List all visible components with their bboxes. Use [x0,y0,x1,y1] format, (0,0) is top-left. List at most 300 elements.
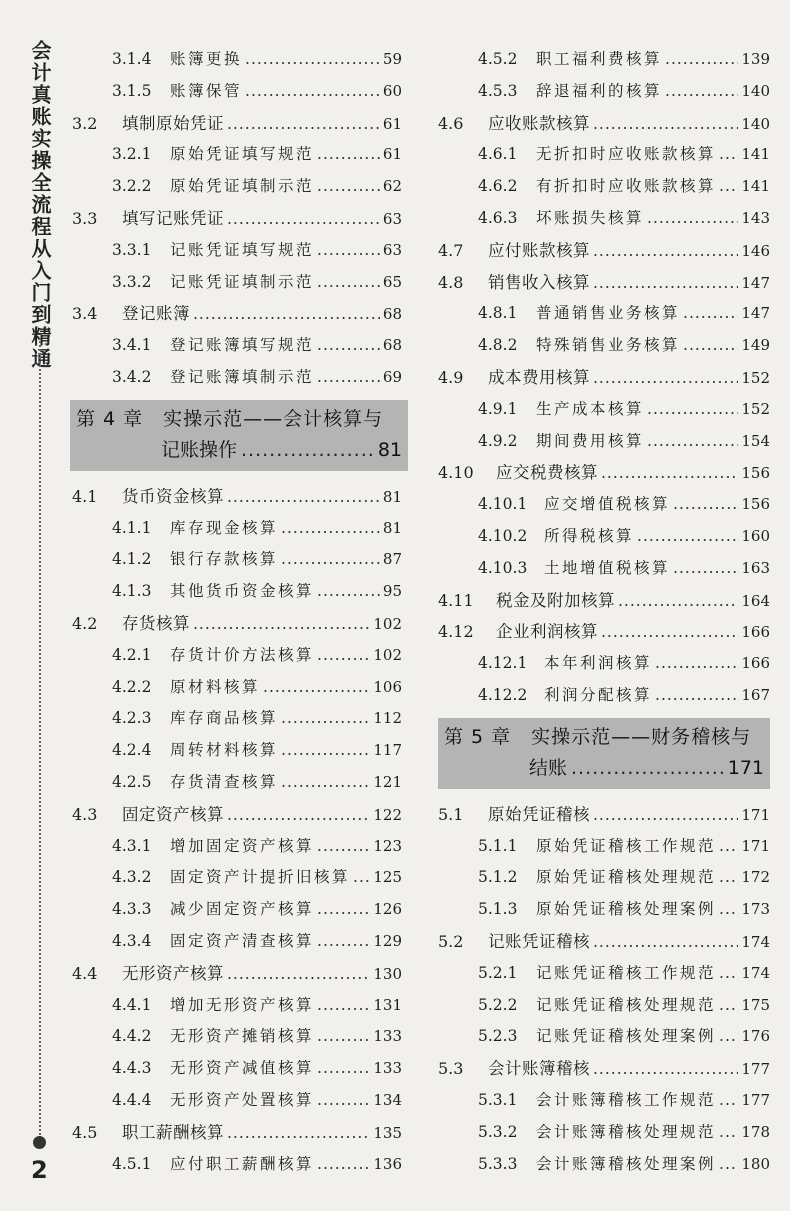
toc-entry[interactable] [72,990,402,1022]
section-number: 4.8.1 [478,304,518,323]
dot-leader [245,76,380,108]
dot-leader [593,363,738,395]
dot-leader [719,990,738,1022]
toc-right-bottom-list [438,799,770,1181]
dot-leader [665,76,738,108]
toc-entry[interactable] [438,799,770,831]
toc-entry[interactable] [72,108,402,140]
toc-entry[interactable] [72,767,402,799]
page-reference: 140 [741,114,770,133]
section-number: 4.2.1 [112,645,152,664]
section-number: 5.1 [438,804,464,824]
section-title: 土地增值税核算 [544,558,671,577]
section-number: 4.1.2 [112,550,152,569]
dot-leader [263,672,370,704]
section-number: 4.10.2 [478,526,528,545]
toc-entry[interactable] [72,831,402,863]
dot-leader [227,482,380,514]
toc-entry[interactable] [72,1117,402,1149]
page-reference: 167 [741,685,770,704]
dot-leader [317,831,370,863]
toc-entry[interactable] [72,640,402,672]
section-number: 4.3 [72,804,98,824]
page-reference: 156 [741,464,770,483]
section-number: 4.12 [438,622,474,642]
page-reference: 102 [373,645,402,664]
page-reference: 163 [741,558,770,577]
chapter-title-line2-row [529,753,764,784]
dot-leader [227,109,380,141]
toc-entry[interactable] [72,862,402,894]
section-title: 库存现金核算 [170,518,279,537]
section-number: 4.8 [438,272,464,292]
section-number: 4.2.4 [112,741,152,760]
dot-leader [227,959,370,991]
page-reference: 174 [741,963,770,982]
dot-leader [353,862,370,894]
section-title: 职工薪酬核算 [122,1122,224,1142]
sidebar-dotted-rule [39,338,41,1138]
section-number: 3.3 [72,208,98,228]
page-reference: 125 [373,868,402,887]
dot-leader [655,648,738,680]
dot-leader [281,513,380,545]
dot-leader [593,1054,738,1086]
section-number: 5.3.3 [478,1154,518,1173]
section-title: 填制原始凭证 [122,113,224,133]
section-number: 4.4.3 [112,1059,152,1078]
toc-entry[interactable] [72,703,402,735]
dot-leader [227,800,370,832]
chapter-title-line1: 第 4 章 实操示范——会计核算与 [76,407,384,430]
toc-entry[interactable] [72,544,402,576]
section-title: 生产成本核算 [536,399,645,418]
section-number: 4.10.3 [478,558,528,577]
toc-entry[interactable] [72,171,402,203]
page-reference: 175 [741,995,770,1014]
chapter-title-line1: 第 5 章 实操示范——财务稽核与 [444,725,752,748]
page-reference: 136 [373,1154,402,1173]
section-title: 会计账簿稽核处理规范 [536,1122,717,1141]
section-title: 企业利润核算 [496,622,598,642]
toc-entry[interactable] [72,1149,402,1181]
section-title: 固定资产核算 [122,804,224,824]
section-title: 无形资产核算 [122,963,224,983]
page-reference: 154 [741,431,770,450]
dot-leader [317,171,380,203]
toc-entry[interactable] [72,298,402,330]
toc-entry[interactable] [72,362,402,394]
toc-entry[interactable] [72,1053,402,1085]
chapter-page-number: 81 [377,438,402,461]
dot-leader [719,831,738,863]
chapter-title-line2-row [161,435,402,466]
toc-entry[interactable] [438,1085,770,1117]
section-number: 5.2.1 [478,963,518,982]
section-number: 5.3 [438,1059,464,1079]
dot-leader [317,990,370,1022]
section-number: 3.2.1 [112,145,152,164]
toc-entry[interactable] [438,1149,770,1181]
section-title: 货币资金核算 [122,486,224,506]
page-reference: 166 [741,654,770,673]
section-title: 无形资产摊销核算 [170,1027,315,1046]
section-number: 5.2.3 [478,1027,518,1046]
section-title: 利润分配核算 [544,685,653,704]
toc-entry[interactable] [438,108,770,140]
section-title: 应交税费核算 [496,463,598,483]
toc-left-column [72,44,402,1180]
toc-entry[interactable] [438,139,770,171]
page-reference: 143 [741,208,770,227]
chapter-5-heading[interactable] [438,718,770,789]
page-reference: 81 [382,518,402,537]
dot-leader [593,800,738,832]
page-reference: 129 [373,931,402,950]
section-number: 5.3.2 [478,1122,518,1141]
dot-leader [647,203,738,235]
toc-entry[interactable] [72,894,402,926]
chapter-title-line2: 结账 [529,756,568,779]
page-reference: 131 [373,995,402,1014]
section-title: 辞退福利的核算 [536,81,663,100]
section-title: 原始凭证稽核处理案例 [536,900,717,919]
toc-entry[interactable] [72,958,402,990]
toc-entry[interactable] [72,481,402,513]
sidebar-bullet-dot [33,1136,46,1149]
toc-entry[interactable] [438,267,770,299]
dot-leader [683,330,738,362]
page-reference: 178 [741,1122,770,1141]
section-title: 销售收入核算 [488,272,590,292]
section-number: 4.9 [438,367,464,387]
dot-leader [719,1149,738,1181]
dot-leader [227,1118,370,1150]
section-number: 4.2.2 [112,677,152,696]
section-number: 5.3.1 [478,1090,518,1109]
section-title: 应收账款核算 [488,113,590,133]
section-title: 账簿更换 [170,50,243,68]
section-title: 库存商品核算 [170,709,279,728]
section-number: 4.9.2 [478,431,518,450]
page-reference: 121 [373,772,402,791]
dot-leader [281,703,370,735]
toc-entry[interactable] [72,267,402,299]
toc-entry[interactable] [72,235,402,267]
page-reference: 135 [373,1123,402,1142]
page-reference: 141 [741,177,770,196]
section-number: 4.8.2 [478,336,518,355]
dot-leader [593,236,738,268]
page-reference: 68 [382,305,402,324]
toc-entry[interactable] [438,958,770,990]
section-number: 3.1.4 [112,50,152,68]
dot-leader [719,1021,738,1053]
section-title: 记账凭证稽核处理案例 [536,1027,717,1046]
section-number: 4.2.3 [112,709,152,728]
section-number: 5.2 [438,931,464,951]
section-number: 4.5.2 [478,50,518,68]
section-number: 4.10 [438,463,474,483]
toc-entry[interactable] [72,672,402,704]
page-reference: 95 [382,582,402,601]
dot-leader [317,1021,370,1053]
page-reference: 173 [741,900,770,919]
chapter-4-heading[interactable] [70,400,408,471]
section-number: 3.4.1 [112,336,152,355]
section-number: 4.2 [72,613,98,633]
section-title: 存货计价方法核算 [170,645,315,664]
dot-leader [317,267,380,299]
section-title: 坏账损失核算 [536,208,645,227]
page-reference: 164 [741,591,770,610]
section-number: 5.1.3 [478,900,518,919]
page-reference: 171 [741,805,770,824]
toc-entry[interactable] [438,235,770,267]
toc-entry[interactable] [438,457,770,489]
section-number: 4.3.1 [112,836,152,855]
toc-entry[interactable] [438,330,770,362]
dot-leader [317,576,380,608]
page-number: 2 [31,1156,48,1184]
dot-leader [719,862,738,894]
section-title: 记账凭证填制示范 [170,272,315,291]
toc-entry[interactable] [438,521,770,553]
section-title: 增加固定资产核算 [170,836,315,855]
section-number: 4.6.2 [478,177,518,196]
page-reference: 106 [373,677,402,696]
dot-leader [281,735,370,767]
toc-entry[interactable] [438,298,770,330]
section-number: 3.2.2 [112,177,152,196]
section-title: 原始凭证稽核 [488,804,590,824]
page-reference: 59 [382,50,402,68]
toc-entry[interactable] [438,926,770,958]
section-title: 登记账簿填写规范 [170,336,315,355]
section-number: 3.3.2 [112,272,152,291]
section-number: 4.6.1 [478,145,518,164]
toc-entry[interactable] [72,926,402,958]
dot-leader [719,171,738,203]
section-title: 减少固定资产核算 [170,900,315,919]
page-reference: 177 [741,1060,770,1079]
page-reference: 149 [741,336,770,355]
toc-entry[interactable] [438,44,770,76]
page-reference: 180 [741,1154,770,1173]
toc-entry[interactable] [72,330,402,362]
section-title: 原始凭证稽核处理规范 [536,868,717,887]
toc-entry[interactable] [72,44,402,76]
page-reference: 61 [382,114,402,133]
toc-entry[interactable] [72,608,402,640]
dot-leader [655,680,738,712]
section-title: 原始凭证填制示范 [170,177,315,196]
page-reference: 81 [382,487,402,506]
toc-entry[interactable] [438,362,770,394]
section-title: 记账凭证稽核 [488,931,590,951]
toc-entry[interactable] [438,894,770,926]
section-number: 3.1.5 [112,81,152,100]
page-reference: 133 [373,1059,402,1078]
dot-leader [673,489,738,521]
section-number: 3.4 [72,304,98,324]
section-number: 4.4.1 [112,995,152,1014]
toc-entry[interactable] [72,1085,402,1117]
page-reference: 139 [741,50,770,68]
page-reference: 176 [741,1027,770,1046]
page-reference: 140 [741,81,770,100]
page-reference: 122 [373,805,402,824]
section-title: 成本费用核算 [488,367,590,387]
dot-leader [317,894,370,926]
section-title: 所得税核算 [544,526,635,545]
section-number: 4.4.4 [112,1090,152,1109]
section-number: 4.10.1 [478,495,528,514]
page-reference: 112 [373,709,402,728]
page-reference: 156 [741,495,770,514]
toc-right-top-list [438,44,770,712]
toc-entry[interactable] [438,1117,770,1149]
section-number: 3.3.1 [112,240,152,259]
section-number: 5.2.2 [478,995,518,1014]
dot-leader [317,235,380,267]
toc-entry[interactable] [438,831,770,863]
page-reference: 166 [741,623,770,642]
toc-entry[interactable] [72,799,402,831]
section-title: 应交增值税核算 [544,495,671,514]
book-title: 会计真账实操全流程从入门到精通 [28,40,52,370]
section-title: 期间费用核算 [536,431,645,450]
dot-leader [317,362,380,394]
toc-entry[interactable] [438,171,770,203]
section-number: 3.4.2 [112,367,152,386]
dot-leader [719,139,738,171]
page-reference: 152 [741,399,770,418]
section-title: 本年利润核算 [544,654,653,673]
section-number: 4.5.1 [112,1154,152,1173]
page-reference: 63 [382,209,402,228]
dot-leader [673,553,738,585]
section-title: 有折扣时应收账款核算 [536,177,717,196]
toc-entry[interactable] [438,616,770,648]
toc-entry[interactable] [438,426,770,458]
dot-leader [193,609,370,641]
section-title: 账簿保管 [170,81,243,100]
toc-right-column [438,44,770,1180]
section-title: 原材料核算 [170,677,261,696]
toc-entry[interactable] [72,576,402,608]
toc-entry[interactable] [72,1021,402,1053]
section-number: 4.2.5 [112,772,152,791]
dot-leader [593,268,738,300]
page-reference: 60 [382,81,402,100]
section-number: 5.1.1 [478,836,518,855]
section-number: 4.7 [438,240,464,260]
page-reference: 117 [373,741,402,760]
toc-entry[interactable] [438,1053,770,1085]
toc-entry[interactable] [438,76,770,108]
page-reference: 123 [373,836,402,855]
section-number: 4.6 [438,113,464,133]
page-reference: 160 [741,526,770,545]
section-title: 固定资产清查核算 [170,931,315,950]
toc-entry[interactable] [72,735,402,767]
toc-entry[interactable] [72,513,402,545]
section-title: 记账凭证填写规范 [170,240,315,259]
page-reference: 134 [373,1090,402,1109]
section-title: 增加无形资产核算 [170,995,315,1014]
dot-leader [637,521,738,553]
section-number: 4.5.3 [478,81,518,100]
toc-entry[interactable] [72,203,402,235]
chapter-title-line2: 记账操作 [161,438,238,461]
section-number: 4.9.1 [478,399,518,418]
toc-entry[interactable] [72,139,402,171]
dot-leader [601,617,738,649]
dot-leader [665,44,738,76]
section-number: 5.1.2 [478,868,518,887]
section-title: 登记账簿 [122,304,190,324]
dot-leader [245,44,380,76]
dot-leader [618,586,738,618]
toc-entry[interactable] [438,1021,770,1053]
section-number: 4.3.2 [112,868,152,887]
toc-entry[interactable] [438,553,770,585]
dot-leader [317,330,380,362]
section-title: 会计账簿稽核 [488,1059,590,1079]
toc-entry[interactable] [72,76,402,108]
page-reference: 68 [382,336,402,355]
toc-entry[interactable] [438,585,770,617]
toc-entry[interactable] [438,680,770,712]
section-number: 4.1.3 [112,582,152,601]
toc-entry[interactable] [438,203,770,235]
section-number: 4.12.1 [478,654,528,673]
toc-left-bottom-list [72,481,402,1181]
section-title: 普通销售业务核算 [536,304,681,323]
sidebar [0,0,62,1211]
toc-entry[interactable] [438,862,770,894]
section-number: 4.12.2 [478,685,528,704]
dot-leader [683,298,738,330]
toc-left-top-list [72,44,402,394]
section-title: 记账凭证稽核工作规范 [536,963,717,982]
dot-leader [317,640,370,672]
section-title: 会计账簿稽核工作规范 [536,1090,717,1109]
page-reference: 133 [373,1027,402,1046]
toc-entry[interactable] [438,394,770,426]
page-reference: 152 [741,368,770,387]
section-title: 特殊销售业务核算 [536,336,681,355]
toc-entry[interactable] [438,489,770,521]
dot-leader [719,958,738,990]
dot-leader [719,894,738,926]
section-title: 填写记账凭证 [122,208,224,228]
page-reference: 174 [741,932,770,951]
dot-leader [317,1085,370,1117]
page-reference: 63 [382,240,402,259]
dot-leader [593,109,738,141]
toc-entry[interactable] [438,648,770,680]
page-reference: 65 [382,272,402,291]
toc-entry[interactable] [438,990,770,1022]
section-title: 存货清查核算 [170,772,279,791]
page-reference: 141 [741,145,770,164]
dot-leader [281,544,380,576]
page-reference: 87 [382,550,402,569]
section-title: 职工福利费核算 [536,50,663,68]
page-reference: 130 [373,964,402,983]
